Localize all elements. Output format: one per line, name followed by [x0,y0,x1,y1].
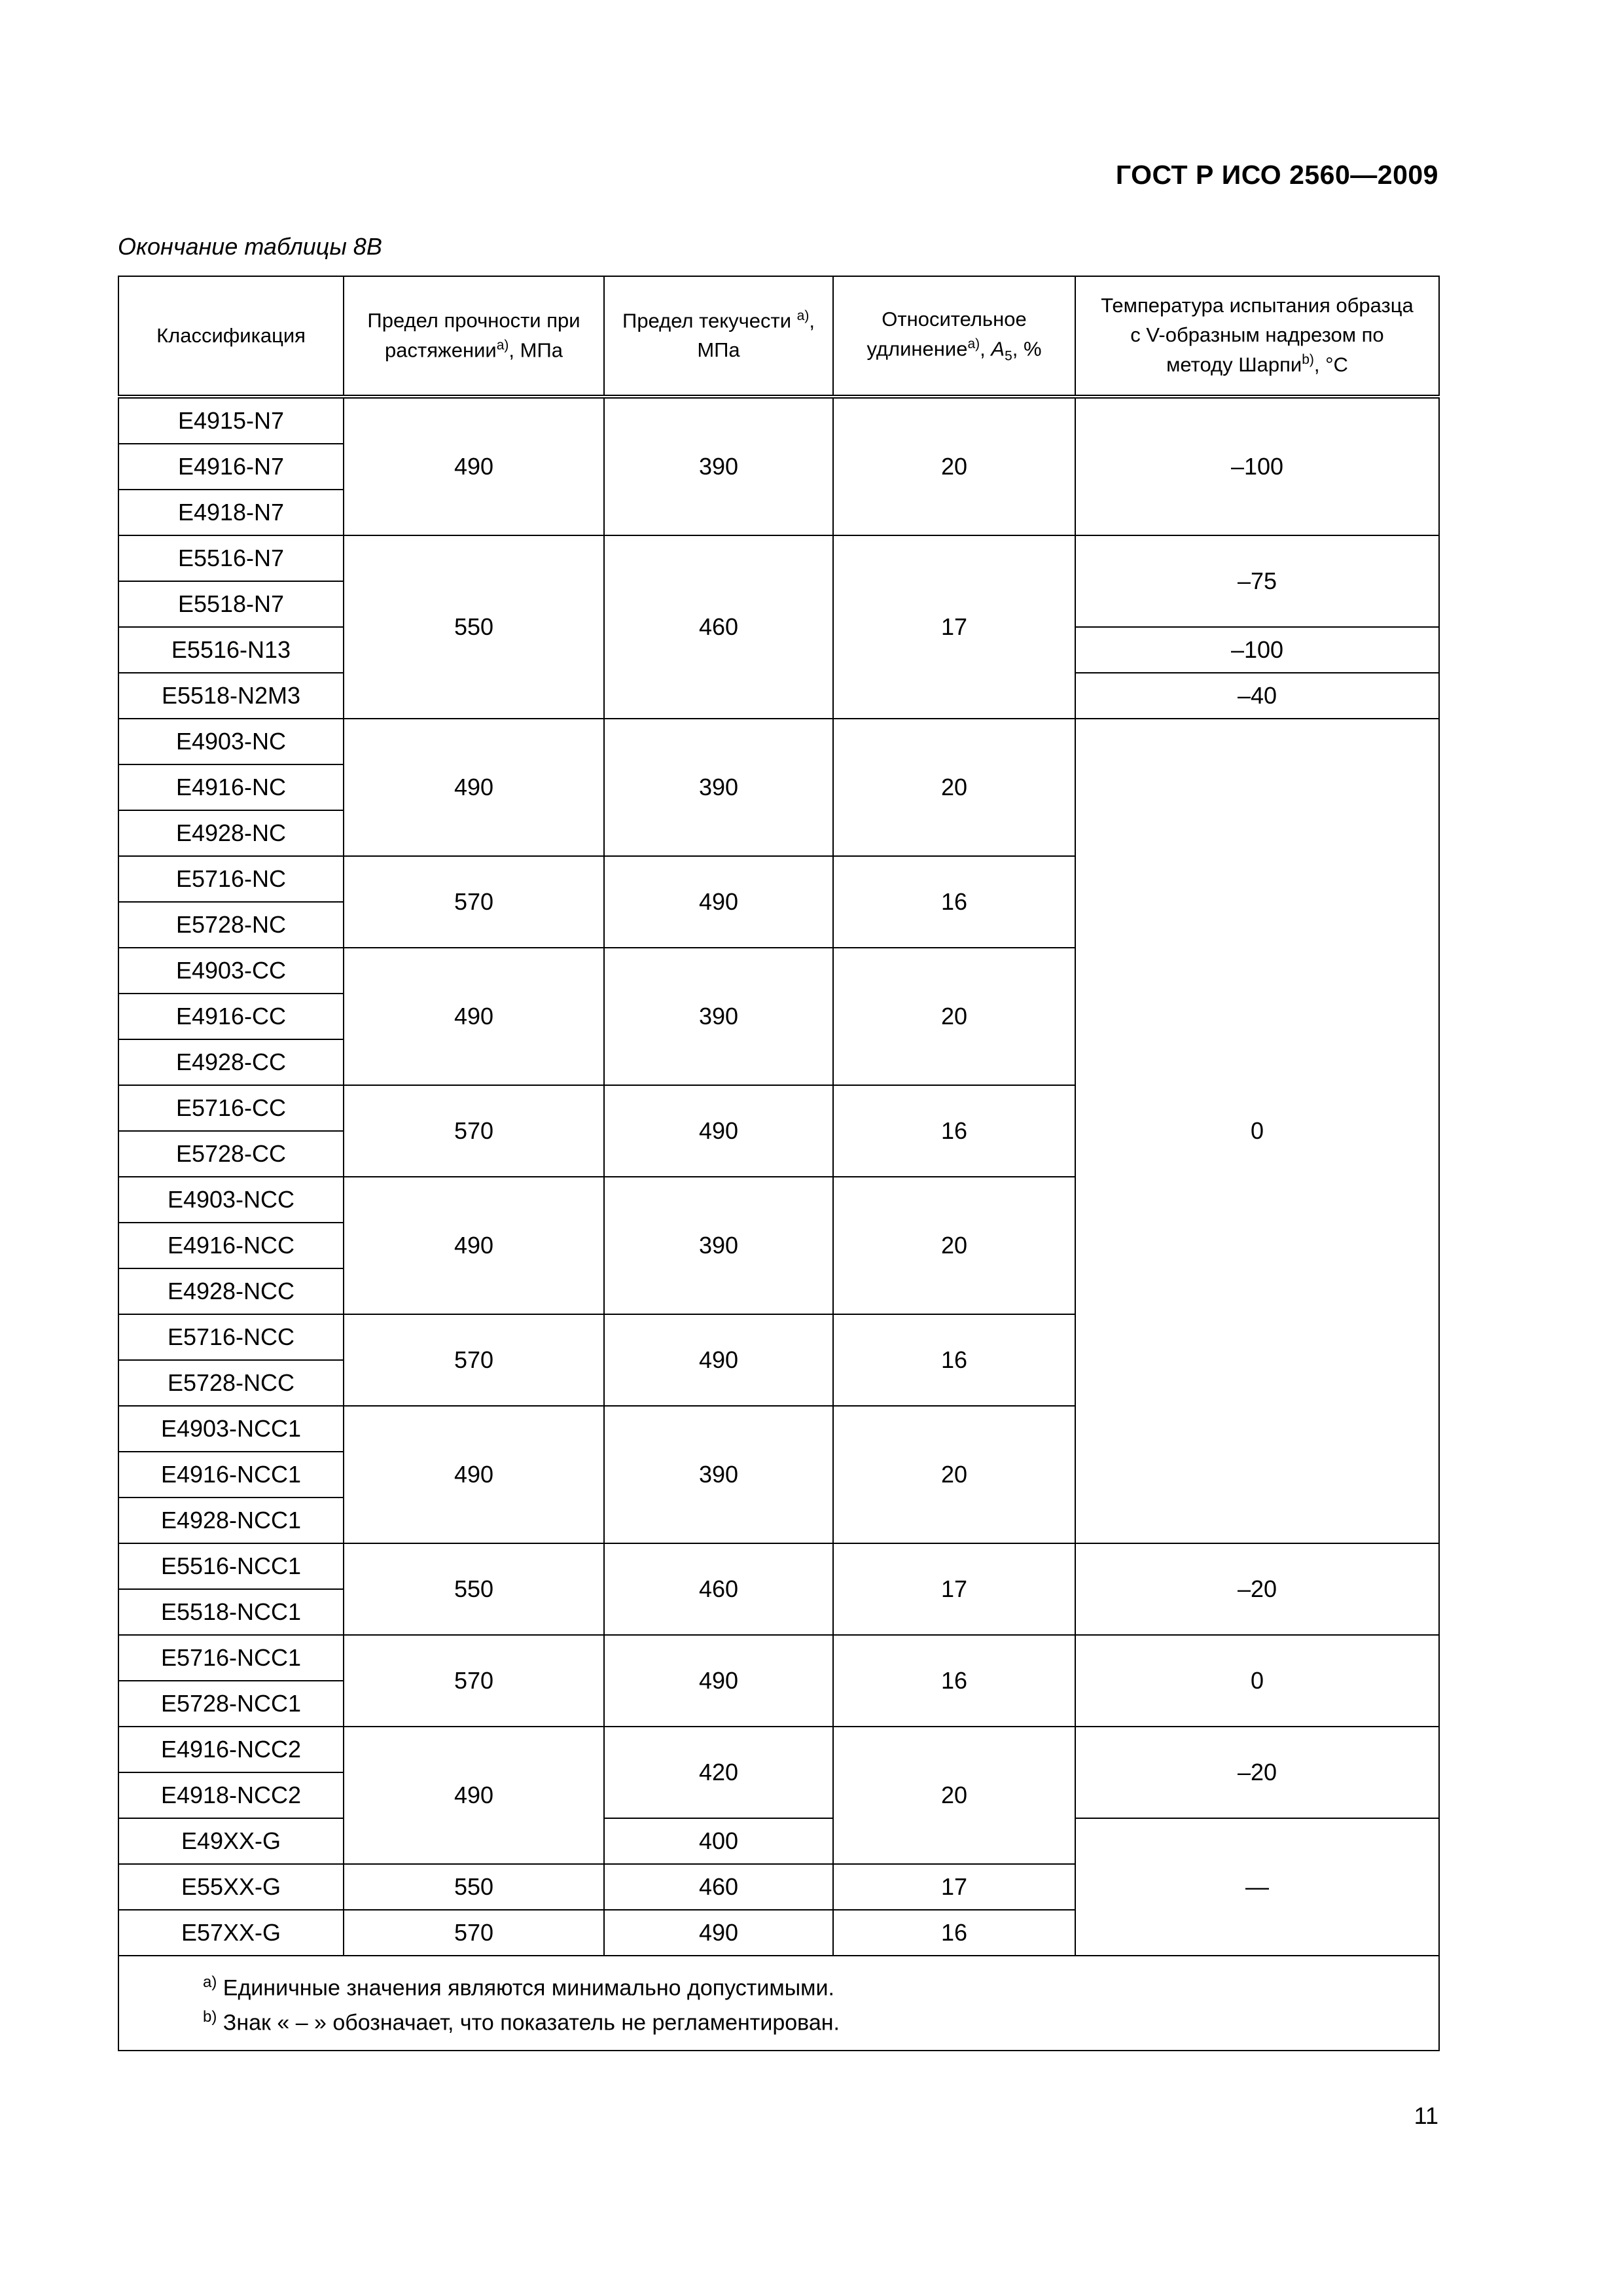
temperature-cell: 0 [1075,719,1439,1543]
header-elongation: Относительное удлинение$^{а)}$, $A_5$, % [833,276,1075,397]
yield-cell: 420 [604,1727,833,1818]
classification-cell: E5516-N7 [118,535,344,581]
yield-cell: 460 [604,1543,833,1635]
classification-cell: E4903-CC [118,948,344,994]
elongation-cell: 16 [833,1910,1075,1956]
page-number: 11 [1414,2102,1438,2129]
tensile-cell: 550 [344,535,604,719]
header-yield-strength: Предел текучести $^{а)}$, МПа [604,276,833,397]
yield-cell: 390 [604,1177,833,1314]
elongation-cell: 17 [833,1864,1075,1910]
temperature-cell: –75 [1075,535,1439,627]
yield-cell: 400 [604,1818,833,1864]
document-code: ГОСТ Р ИСО 2560—2009 [1115,160,1438,190]
elongation-cell: 20 [833,1406,1075,1543]
elongation-cell: 16 [833,856,1075,948]
elongation-cell: 16 [833,1085,1075,1177]
tensile-cell: 570 [344,1910,604,1956]
tensile-cell: 570 [344,856,604,948]
properties-table [118,276,1440,2051]
classification-cell: E5518-N7 [118,581,344,627]
temperature-cell: –40 [1075,673,1439,719]
table-header-row [118,276,1439,397]
classification-cell: E4915-N7 [118,397,344,444]
classification-cell: E4916-NCC2 [118,1727,344,1772]
yield-cell: 490 [604,1085,833,1177]
tensile-cell: 570 [344,1085,604,1177]
classification-cell: E5728-NC [118,902,344,948]
yield-cell: 490 [604,1635,833,1727]
elongation-cell: 17 [833,1543,1075,1635]
header-test-temperature: Температура испытания образца с V-образным надрезом по методу Шарпи$^{b)}$, °С [1075,276,1439,397]
classification-cell: E4916-CC [118,994,344,1039]
tensile-cell: 550 [344,1864,604,1910]
elongation-cell: 17 [833,535,1075,719]
classification-cell: E49XX-G [118,1818,344,1864]
classification-cell: E4916-NC [118,764,344,810]
classification-cell: E5716-NCC1 [118,1635,344,1681]
yield-cell: 390 [604,1406,833,1543]
header-classification: Классификация [118,276,344,397]
classification-cell: E4916-NCC1 [118,1452,344,1498]
tensile-cell: 550 [344,1543,604,1635]
classification-cell: E4928-CC [118,1039,344,1085]
footnote-b: $^{b)}$ Знак « – » обозначает, что показатель не регламентирован. [203,2007,840,2035]
tensile-cell: 570 [344,1314,604,1406]
temperature-cell: –100 [1075,397,1439,535]
classification-cell: E5728-CC [118,1131,344,1177]
classification-cell: E5728-NCC1 [118,1681,344,1727]
yield-cell: 390 [604,397,833,535]
elongation-cell: 16 [833,1314,1075,1406]
tensile-cell: 490 [344,719,604,856]
tensile-cell: 490 [344,1177,604,1314]
elongation-cell: 20 [833,397,1075,535]
tensile-cell: 490 [344,1406,604,1543]
tensile-cell: 490 [344,948,604,1085]
temperature-cell: –20 [1075,1543,1439,1635]
classification-cell: E4918-N7 [118,490,344,535]
classification-cell: E4903-NCC [118,1177,344,1223]
elongation-cell: 20 [833,948,1075,1085]
classification-cell: E5728-NCC [118,1360,344,1406]
table-row [118,1635,1439,1681]
table-caption: Окончание таблицы 8В [118,233,382,260]
temperature-cell: –100 [1075,627,1439,673]
table-row [118,397,1439,444]
table-row [118,1543,1439,1589]
table-row [118,1727,1439,1772]
classification-cell: E5518-N2M3 [118,673,344,719]
temperature-cell: — [1075,1818,1439,1956]
temperature-cell: –20 [1075,1727,1439,1818]
elongation-cell: 20 [833,1727,1075,1864]
tensile-cell: 570 [344,1635,604,1727]
classification-cell: E4903-NC [118,719,344,764]
classification-cell: E57XX-G [118,1910,344,1956]
classification-cell: E5716-NCC [118,1314,344,1360]
yield-cell: 490 [604,1910,833,1956]
classification-cell: E5716-CC [118,1085,344,1131]
tensile-cell: 490 [344,397,604,535]
classification-cell: E5516-N13 [118,627,344,673]
header-tensile-strength: Предел прочности при растяжении$^{а)}$, МПа [344,276,604,397]
classification-cell: E4916-NCC [118,1223,344,1268]
yield-cell: 490 [604,856,833,948]
classification-cell: E4916-N7 [118,444,344,490]
classification-cell: E5716-NC [118,856,344,902]
classification-cell: E4928-NCC1 [118,1498,344,1543]
elongation-cell: 16 [833,1635,1075,1727]
table-row [118,719,1439,764]
tensile-cell: 490 [344,1727,604,1864]
elongation-cell: 20 [833,719,1075,856]
temperature-cell: 0 [1075,1635,1439,1727]
classification-cell: E4903-NCC1 [118,1406,344,1452]
classification-cell: E5516-NCC1 [118,1543,344,1589]
table-row [118,535,1439,581]
classification-cell: E4928-NCC [118,1268,344,1314]
footnote-a: $^{а)}$ Единичные значения являются минимально допустимыми. [203,1973,834,2001]
classification-cell: E4928-NC [118,810,344,856]
yield-cell: 460 [604,535,833,719]
table-row [118,1818,1439,1864]
table-notes [118,1956,1439,2051]
yield-cell: 460 [604,1864,833,1910]
classification-cell: E4918-NCC2 [118,1772,344,1818]
yield-cell: 390 [604,948,833,1085]
elongation-cell: 20 [833,1177,1075,1314]
table-notes-row [118,1956,1439,2051]
classification-cell: E55XX-G [118,1864,344,1910]
classification-cell: E5518-NCC1 [118,1589,344,1635]
yield-cell: 390 [604,719,833,856]
yield-cell: 490 [604,1314,833,1406]
